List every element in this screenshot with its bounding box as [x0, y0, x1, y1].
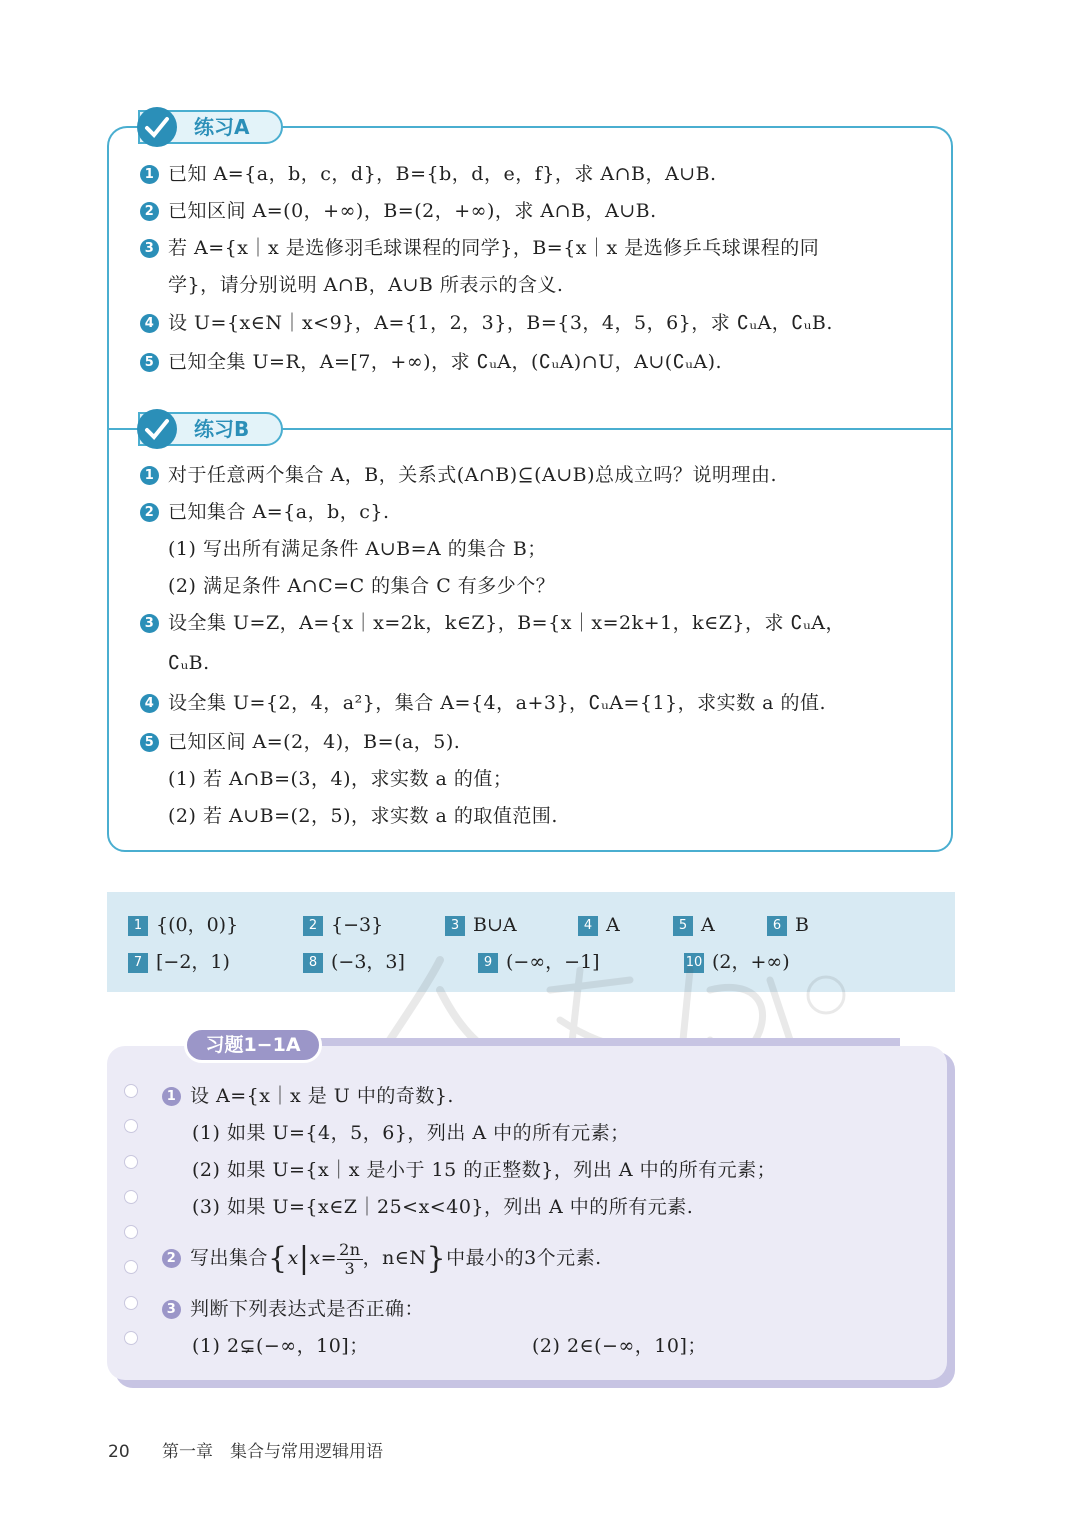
exercise-a-item-4 [140, 310, 833, 336]
exercise-b-item-2 [140, 499, 390, 525]
item-text: 若 A={x｜x 是选修羽毛球课程的同学}，B={x｜x 是选修乒乓球课程的同 [168, 237, 820, 259]
exercise-b-title: 练习B [194, 417, 250, 441]
item-number-icon: 1 [162, 1087, 181, 1106]
exercise-a-badge-icon [137, 107, 177, 147]
binder-ring-icon [124, 1296, 138, 1310]
answer-number: 5 [673, 916, 693, 936]
answer-10 [684, 949, 790, 975]
item-number-icon: 1 [140, 466, 159, 485]
homework-item-3-part-2: (2) 2∈(−∞，10]； [532, 1335, 707, 1357]
brace-right: } [426, 1241, 447, 1276]
exercise-a-item-5 [140, 349, 722, 375]
answer-number: 9 [478, 953, 498, 973]
homework-item-3 [162, 1296, 424, 1322]
homework-title: 习题1−1A [184, 1027, 322, 1063]
exercise-a-item-3-cont: 学}，请分别说明 A∩B，A∪B 所表示的含义. [168, 274, 564, 296]
item-text: 中最小的3个元素. [446, 1247, 602, 1269]
item-text: 已知区间 A=(2，4)，B=(a，5). [168, 731, 461, 753]
answer-value: [−2，1) [156, 951, 230, 973]
item-text: 设 A={x｜x 是 U 中的奇数}. [190, 1085, 454, 1107]
item-number-icon: 5 [140, 733, 159, 752]
answer-number: 4 [578, 916, 598, 936]
exercise-b-item-5 [140, 729, 460, 755]
item-text: 已知 A={a，b，c，d}，B={b，d，e，f}，求 A∩B，A∪B. [168, 163, 717, 185]
homework-header-strip [300, 1038, 900, 1046]
fraction-numerator: 2n [339, 1239, 361, 1259]
binder-ring-icon [124, 1155, 138, 1169]
item-text: 已知集合 A={a，b，c}. [168, 501, 390, 523]
exercise-b-item-5-part-1: (1) 若 A∩B=(3，4)，求实数 a 的值； [168, 768, 513, 790]
exercise-b-item-5-part-2: (2) 若 A∪B=(2，5)，求实数 a 的取值范围. [168, 805, 558, 827]
fraction [337, 1241, 362, 1278]
homework-item-1 [162, 1083, 454, 1109]
set-tail: ，n∈N [362, 1247, 427, 1269]
exercise-b-badge-icon [137, 409, 177, 449]
answer-value: A [606, 914, 620, 936]
brace-left: { [268, 1241, 288, 1276]
exercise-a-title: 练习A [194, 115, 250, 139]
answer-1 [128, 912, 238, 938]
item-text: 设全集 U={2，4，a²}，集合 A={4，a+3}，∁ᵤA={1}，求实数 a 的值. [168, 692, 827, 714]
answer-number: 7 [128, 953, 148, 973]
set-cond: x= [309, 1247, 338, 1269]
exercise-a-item-1 [140, 161, 717, 187]
answer-value: {(0，0)} [156, 914, 239, 936]
item-text: 设 U={x∈N｜x<9}，A={1，2，3}，B={3，4，5，6}，求 ∁ᵤA，∁ᵤB. [168, 312, 833, 334]
set-bar: | [298, 1241, 310, 1276]
answer-3 [445, 912, 517, 938]
homework-item-1-part-1: (1) 如果 U={4，5，6}，列出 A 中的所有元素； [192, 1122, 630, 1144]
item-text: 已知全集 U=R，A=[7，+∞)，求 ∁ᵤA，(∁ᵤA)∩U，A∪(∁ᵤA). [168, 351, 723, 373]
item-number-icon: 3 [140, 239, 159, 258]
answer-number: 8 [303, 953, 323, 973]
exercise-b-item-2-part-2: (2) 满足条件 A∩C=C 的集合 C 有多少个？ [168, 575, 556, 597]
binder-ring-icon [124, 1225, 138, 1239]
homework-item-3-part-1: (1) 2⊊(−∞，10]； [192, 1335, 369, 1357]
answer-8 [303, 949, 405, 975]
answer-value: (−3，3] [331, 951, 405, 973]
answer-6 [767, 912, 809, 938]
answer-number: 2 [303, 916, 323, 936]
exercise-b-item-4 [140, 690, 826, 716]
homework-item-1-part-3: (3) 如果 U={x∈Z｜25<x<40}，列出 A 中的所有元素. [192, 1196, 694, 1218]
item-number-icon: 3 [162, 1300, 181, 1319]
binder-ring-icon [124, 1260, 138, 1274]
binder-ring-icon [124, 1190, 138, 1204]
page-number: 20 [108, 1442, 130, 1462]
homework-item-1-part-2: (2) 如果 U={x｜x 是小于 15 的正整数}，列出 A 中的所有元素； [192, 1159, 777, 1181]
answer-9 [478, 949, 600, 975]
binder-ring-icon [124, 1331, 138, 1345]
exercise-b-item-3-cont: ∁ᵤB. [168, 652, 210, 674]
answer-number: 10 [684, 953, 704, 973]
binder-ring-icon [124, 1084, 138, 1098]
item-text: 设全集 U=Z，A={x｜x=2k，k∈Z}，B={x｜x=2k+1，k∈Z}，求 ∁ᵤA， [168, 612, 845, 634]
item-text: 判断下列表达式是否正确： [190, 1298, 425, 1320]
item-number-icon: 3 [140, 614, 159, 633]
exercise-b-item-2-part-1: (1) 写出所有满足条件 A∪B=A 的集合 B； [168, 538, 547, 560]
exercise-a-item-2 [140, 198, 657, 224]
answer-value: {−3} [331, 914, 384, 936]
answer-5 [673, 912, 715, 938]
chapter-title: 第一章 集合与常用逻辑用语 [162, 1442, 383, 1462]
item-number-icon: 2 [140, 202, 159, 221]
answer-value: B∪A [473, 914, 517, 936]
exercise-b-item-1 [140, 462, 777, 488]
item-text: 已知区间 A=(0，+∞)，B=(2，+∞)，求 A∩B，A∪B. [168, 200, 657, 222]
binder-ring-icon [124, 1119, 138, 1133]
answer-7 [128, 949, 230, 975]
answer-value: (−∞，−1] [506, 951, 600, 973]
answer-number: 1 [128, 916, 148, 936]
fraction-denominator: 3 [344, 1258, 356, 1278]
item-number-icon: 5 [140, 353, 159, 372]
set-var: x [287, 1247, 299, 1269]
answer-value: B [795, 914, 809, 936]
item-number-icon: 4 [140, 314, 159, 333]
homework-item-2 [162, 1236, 602, 1281]
answer-2 [303, 912, 383, 938]
item-text: 写出集合 [190, 1247, 269, 1269]
answer-value: (2，+∞) [712, 951, 790, 973]
item-number-icon: 2 [162, 1249, 181, 1268]
item-number-icon: 1 [140, 165, 159, 184]
item-number-icon: 2 [140, 503, 159, 522]
item-text: 对于任意两个集合 A，B，关系式(A∩B)⊆(A∪B)总成立吗？说明理由. [168, 464, 778, 486]
item-number-icon: 4 [140, 694, 159, 713]
answer-value: A [701, 914, 715, 936]
answer-4 [578, 912, 620, 938]
answer-band [107, 892, 955, 992]
exercise-a-item-3 [140, 235, 819, 261]
answer-number: 6 [767, 916, 787, 936]
answer-number: 3 [445, 916, 465, 936]
exercise-b-item-3 [140, 610, 845, 636]
